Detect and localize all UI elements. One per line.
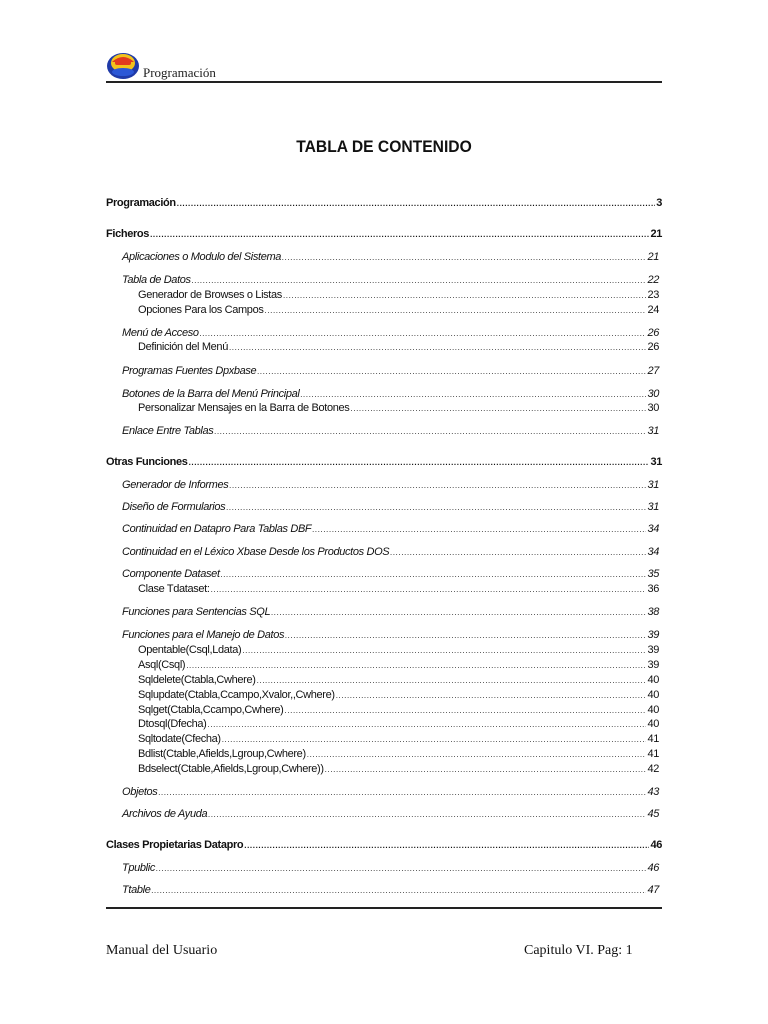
toc-entry-label: Continuidad en Datapro Para Tablas DBF (122, 523, 312, 535)
toc-entry[interactable] (122, 479, 659, 492)
toc-dot-leader (226, 501, 646, 514)
toc-dot-leader (214, 425, 646, 438)
toc-entry[interactable] (122, 501, 659, 514)
toc-dot-leader (192, 274, 647, 287)
toc-entry[interactable] (138, 304, 659, 317)
footer-divider (106, 907, 662, 909)
toc-entry-page: 21 (647, 251, 659, 263)
toc-entry-label: Componente Dataset (122, 568, 220, 580)
toc-entry[interactable] (122, 629, 659, 642)
toc-entry-page: 23 (647, 289, 659, 301)
header-title: Programación (143, 65, 216, 80)
toc-dot-leader (211, 583, 647, 596)
toc-entry-page: 40 (647, 718, 659, 730)
toc-entry-page: 46 (647, 862, 659, 874)
toc-entry-page: 39 (647, 644, 659, 656)
toc-dot-leader (265, 304, 647, 317)
toc-dot-leader (282, 251, 646, 264)
toc-dot-leader (229, 479, 646, 492)
toc-entry-page: 43 (647, 786, 659, 798)
toc-entry-label: Ttable (122, 884, 151, 896)
toc-entry-page: 24 (647, 304, 659, 316)
toc-entry-page: 34 (647, 523, 659, 535)
toc-entry-label: Menú de Acceso (122, 327, 199, 339)
toc-entry-label: Enlace Entre Tablas (122, 425, 214, 437)
toc-entry-page: 31 (647, 501, 659, 513)
toc-dot-leader (222, 733, 647, 746)
toc-entry[interactable] (138, 718, 659, 731)
toc-dot-leader (257, 674, 647, 687)
toc-entry[interactable] (122, 523, 659, 536)
toc-entry-page: 46 (650, 839, 662, 851)
toc-entry-label: Continuidad en el Léxico Xbase Desde los Productos DOS (122, 546, 390, 558)
toc-entry[interactable] (122, 365, 659, 378)
toc-entry-page: 22 (647, 274, 659, 286)
toc-entry-page: 26 (647, 341, 659, 353)
toc-dot-leader (285, 629, 646, 642)
toc-entry-label: Botones de la Barra del Menú Principal (122, 388, 300, 400)
toc-entry-page: 27 (647, 365, 659, 377)
toc-entry-page: 31 (647, 425, 659, 437)
toc-entry-label: Archivos de Ayuda (122, 808, 208, 820)
toc-entry-page: 34 (647, 546, 659, 558)
toc-entry-label: Tpublic (122, 862, 156, 874)
toc-entry-page: 47 (647, 884, 659, 896)
toc-entry[interactable] (106, 197, 662, 210)
toc-entry-label: Programas Fuentes Dpxbase (122, 365, 257, 377)
toc-entry-label: Tabla de Datos (122, 274, 191, 286)
toc-dot-leader (207, 718, 646, 731)
toc-dot-leader (158, 786, 646, 799)
toc-entry-label: Sqltodate(Cfecha) (138, 733, 221, 745)
footer-manual-label: Manual del Usuario (106, 943, 218, 958)
toc-entry-page: 41 (647, 748, 659, 760)
toc-entry-page: 40 (647, 689, 659, 701)
document-title: TABLA DE CONTENIDO (296, 137, 472, 156)
toc-entry-page: 45 (647, 808, 659, 820)
toc-entry-label: Sqlget(Ctabla,Ccampo,Cwhere) (138, 704, 284, 716)
toc-dot-leader (257, 365, 646, 378)
toc-entry[interactable] (122, 251, 659, 264)
toc-entry-label: Bdselect(Ctable,Afields,Lgroup,Cwhere)) (138, 763, 324, 775)
toc-dot-leader (208, 808, 646, 821)
toc-dot-leader (350, 402, 646, 415)
toc-entry-label: Clases Propietarias Datapro (106, 839, 244, 851)
toc-entry-label: Clase Tdataset: (138, 583, 210, 595)
toc-entry[interactable] (138, 644, 659, 657)
toc-entry-page: 40 (647, 674, 659, 686)
toc-entry-label: Otras Funciones (106, 456, 188, 468)
toc-entry[interactable] (122, 568, 659, 581)
toc-entry-label: Aplicaciones o Modulo del Sistema (122, 251, 282, 263)
toc-entry-label: Personalizar Mensajes en la Barra de Botones (138, 402, 350, 414)
toc-entry[interactable] (138, 704, 659, 717)
toc-entry-label: Sqldelete(Ctabla,Cwhere) (138, 674, 256, 686)
toc-dot-leader (285, 704, 647, 717)
toc-entry-label: Opentable(Csql,Ldata) (138, 644, 242, 656)
toc-dot-leader (186, 659, 646, 672)
toc-entry[interactable] (106, 228, 662, 241)
toc-entry-page: 31 (647, 479, 659, 491)
toc-entry[interactable] (122, 884, 659, 897)
toc-entry-label: Asql(Csql) (138, 659, 186, 671)
toc-entry-page: 36 (647, 583, 659, 595)
toc-dot-leader (150, 228, 649, 241)
toc-entry[interactable] (122, 546, 659, 559)
toc-dot-leader (177, 197, 655, 210)
toc-entry-label: Opciones Para los Campos (138, 304, 264, 316)
toc-entry-page: 39 (647, 629, 659, 641)
toc-entry-page: 31 (650, 456, 662, 468)
toc-entry[interactable] (138, 674, 659, 687)
toc-dot-leader (221, 568, 647, 581)
toc-entry-label: Definición del Menú (138, 341, 228, 353)
toc-entry-label: Ficheros (106, 228, 150, 240)
toc-entry[interactable] (138, 689, 659, 702)
toc-entry[interactable] (138, 402, 659, 415)
toc-entry[interactable] (122, 786, 659, 799)
toc-entry[interactable] (122, 808, 659, 821)
toc-entry-page: 40 (647, 704, 659, 716)
toc-entry-label: Bdlist(Ctable,Afields,Lgroup,Cwhere) (138, 748, 306, 760)
toc-dot-leader (189, 456, 650, 469)
toc-entry-label: Objetos (122, 786, 158, 798)
toc-entry[interactable] (122, 425, 659, 438)
toc-entry-page: 30 (647, 402, 659, 414)
toc-entry-page: 21 (650, 228, 662, 240)
toc-entry-label: Generador de Informes (122, 479, 229, 491)
toc-entry[interactable] (138, 748, 659, 761)
toc-entry[interactable] (138, 733, 659, 746)
toc-dot-leader (325, 763, 647, 776)
toc-dot-leader (229, 341, 646, 354)
toc-entry-page: 41 (647, 733, 659, 745)
toc-entry[interactable] (106, 456, 662, 469)
toc-entry-label: Funciones para el Manejo de Datos (122, 629, 285, 641)
toc-dot-leader (151, 884, 646, 897)
toc-entry[interactable] (122, 327, 659, 340)
toc-entry[interactable] (138, 341, 659, 354)
toc-dot-leader (390, 546, 646, 559)
toc-entry[interactable] (122, 862, 659, 875)
toc-entry-page: 26 (647, 327, 659, 339)
toc-entry[interactable] (138, 763, 659, 776)
toc-dot-leader (336, 689, 647, 702)
toc-entry-page: 38 (647, 606, 659, 618)
toc-entry-page: 39 (647, 659, 659, 671)
toc-dot-leader (283, 289, 647, 302)
toc-dot-leader (271, 606, 646, 619)
toc-entry[interactable] (122, 274, 659, 287)
toc-entry[interactable] (122, 606, 659, 619)
toc-dot-leader (312, 523, 646, 536)
toc-entry-label: Sqlupdate(Ctabla,Ccampo,Xvalor,,Cwhere) (138, 689, 335, 701)
toc-entry[interactable] (122, 388, 659, 401)
toc-entry[interactable] (106, 839, 662, 852)
toc-entry[interactable] (138, 583, 659, 596)
toc-entry-label: Dtosql(Dfecha) (138, 718, 207, 730)
toc-dot-leader (242, 644, 646, 657)
footer-page-label: Capitulo VI. Pag: 1 (524, 943, 633, 958)
toc-dot-leader (156, 862, 646, 875)
toc-entry[interactable] (138, 659, 659, 672)
toc-entry-label: Generador de Browses o Listas (138, 289, 282, 301)
toc-entry-page: 35 (647, 568, 659, 580)
toc-dot-leader (244, 839, 649, 852)
toc-entry[interactable] (138, 289, 659, 302)
toc-entry-page: 30 (647, 388, 659, 400)
toc-entry-label: Diseño de Formularios (122, 501, 226, 513)
toc-dot-leader (200, 327, 647, 340)
toc-entry-label: Programación (106, 197, 176, 209)
toc-entry-label: Funciones para Sentencias SQL (122, 606, 271, 618)
toc-dot-leader (307, 748, 647, 761)
toc-dot-leader (300, 388, 646, 401)
toc-entry-page: 3 (656, 197, 662, 209)
toc-entry-page: 42 (647, 763, 659, 775)
